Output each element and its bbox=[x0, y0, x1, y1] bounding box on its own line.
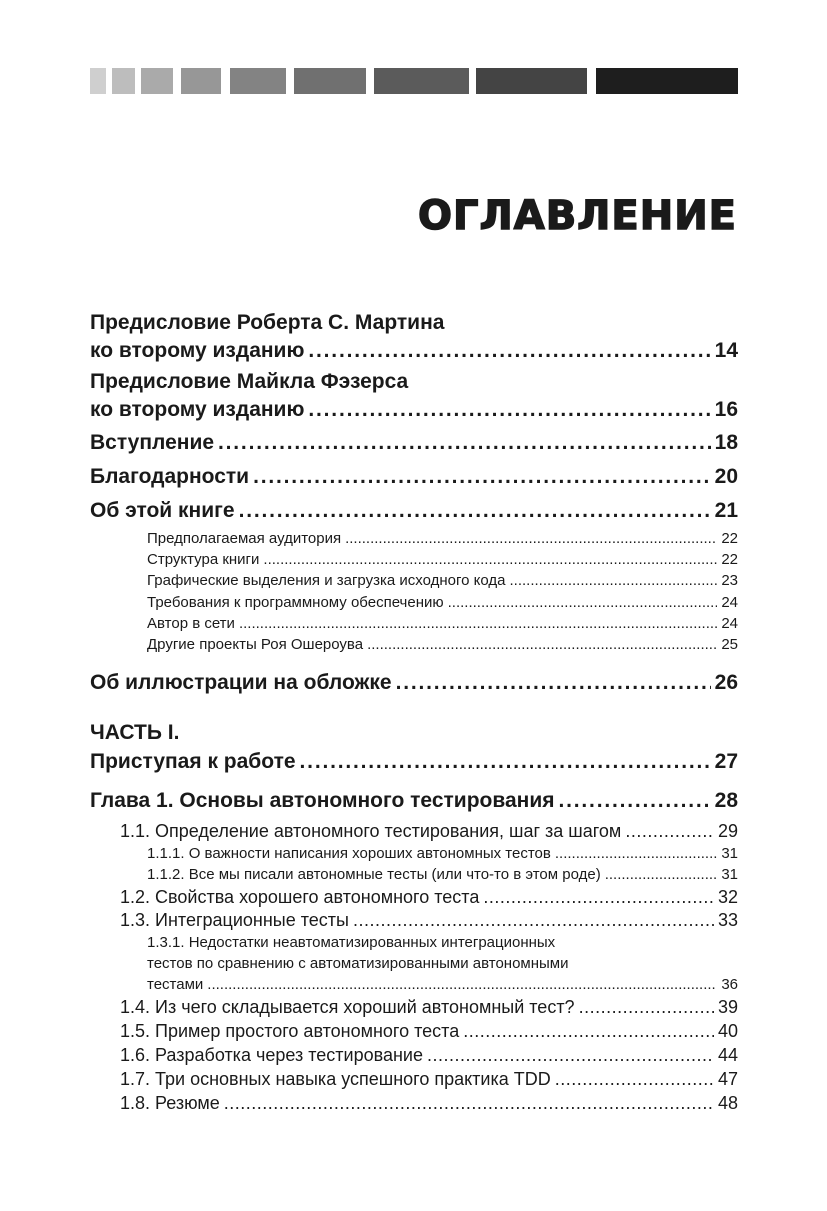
toc-entry-page: 33 bbox=[717, 910, 738, 930]
toc-entry-title: 1.1.1. О важности написания хороших автономных тестов bbox=[147, 845, 551, 862]
header-bar-segment-4 bbox=[181, 68, 221, 94]
leader-dots bbox=[448, 594, 718, 611]
toc-entry-page: 27 bbox=[714, 750, 738, 773]
toc-entry-title: Другие проекты Роя Ошероува bbox=[147, 636, 364, 653]
toc-entry-title: Автор в сети bbox=[147, 615, 235, 632]
toc-entry-page: 32 bbox=[717, 887, 738, 907]
toc-entry-page: 44 bbox=[717, 1045, 738, 1065]
header-bar-segment-6 bbox=[294, 68, 366, 94]
toc-entry-page: 24 bbox=[721, 594, 738, 611]
leader-dots bbox=[308, 339, 710, 363]
toc-subentry[interactable] bbox=[120, 1045, 738, 1066]
toc-entry-page: 16 bbox=[714, 398, 738, 421]
leader-dots bbox=[555, 1069, 714, 1090]
toc-entry-title: 1.1. Определение автономного тестирования, шаг за шагом bbox=[120, 821, 622, 841]
toc-entry-title: 1.1.2. Все мы писали автономные тесты (или что-то в этом роде) bbox=[147, 866, 601, 883]
page-title: ОГЛАВЛЕНИЕ bbox=[418, 193, 737, 239]
leader-dots bbox=[483, 887, 714, 908]
leader-dots bbox=[427, 1045, 714, 1066]
toc-subentry[interactable] bbox=[147, 572, 738, 589]
leader-dots bbox=[509, 572, 717, 589]
leader-dots bbox=[559, 789, 711, 813]
leader-dots bbox=[308, 398, 710, 422]
toc-entry-title: 1.6. Разработка через тестирование bbox=[120, 1045, 423, 1065]
toc-entry-page: 26 bbox=[714, 671, 738, 694]
toc-subentry[interactable] bbox=[120, 821, 738, 842]
part-label: ЧАСТЬ I. bbox=[90, 721, 180, 744]
toc-entry[interactable] bbox=[90, 398, 738, 422]
toc-entry-line: Предисловие Роберта С. Мартина bbox=[90, 311, 445, 334]
header-bar-segment-9 bbox=[596, 68, 738, 94]
toc-entry[interactable] bbox=[90, 750, 738, 774]
toc-entry-title: 1.2. Свойства хорошего автономного теста bbox=[120, 887, 480, 907]
leader-dots bbox=[605, 866, 718, 883]
toc-entry-title: 1.7. Три основных навыка успешного практика TDD bbox=[120, 1069, 551, 1089]
toc-subentry[interactable] bbox=[147, 594, 738, 611]
toc-entry-page: 28 bbox=[714, 789, 738, 812]
leader-dots bbox=[263, 551, 717, 568]
leader-dots bbox=[207, 976, 717, 993]
toc-entry-page: 23 bbox=[721, 572, 738, 589]
toc-entry-page: 40 bbox=[717, 1021, 738, 1041]
toc-entry[interactable] bbox=[90, 465, 738, 489]
toc-entry-title: Требования к программному обеспечению bbox=[147, 594, 444, 611]
toc-entry[interactable] bbox=[90, 499, 738, 523]
toc-subentry[interactable] bbox=[120, 887, 738, 908]
toc-entry-line: 1.3.1. Недостатки неавтоматизированных интеграционных bbox=[147, 934, 556, 951]
toc-entry-title: Вступление bbox=[90, 431, 215, 454]
toc-entry[interactable] bbox=[90, 431, 738, 455]
toc-entry[interactable] bbox=[90, 339, 738, 363]
toc-entry-title: Благодарности bbox=[90, 465, 250, 488]
header-bar-segment-7 bbox=[374, 68, 469, 94]
leader-dots bbox=[345, 530, 717, 547]
toc-subentry[interactable] bbox=[147, 976, 738, 993]
toc-entry-page: 29 bbox=[717, 821, 738, 841]
toc-entry[interactable] bbox=[90, 671, 738, 695]
toc-entry-title: Структура книги bbox=[147, 551, 260, 568]
toc-entry-title: 1.3. Интеграционные тесты bbox=[120, 910, 349, 930]
toc-entry-page: 20 bbox=[714, 465, 738, 488]
toc-entry-title: Глава 1. Основы автономного тестирования bbox=[90, 789, 555, 812]
toc-entry-title: Об иллюстрации на обложке bbox=[90, 671, 392, 694]
toc-entry-title: Предполагаемая аудитория bbox=[147, 530, 342, 547]
toc-entry-title: 1.5. Пример простого автономного теста bbox=[120, 1021, 460, 1041]
header-bar-segment-8 bbox=[476, 68, 587, 94]
leader-dots bbox=[224, 1093, 714, 1114]
toc-entry-page: 22 bbox=[721, 530, 738, 547]
header-bar-segment-3 bbox=[141, 68, 173, 94]
toc-entry-page: 39 bbox=[717, 997, 738, 1017]
toc-subentry[interactable] bbox=[147, 636, 738, 653]
leader-dots bbox=[300, 750, 711, 774]
toc-subentry[interactable] bbox=[147, 530, 738, 547]
toc-entry-title: Об этой книге bbox=[90, 499, 235, 522]
toc-entry-page: 25 bbox=[721, 636, 738, 653]
toc-entry-title: Графические выделения и загрузка исходного кода bbox=[147, 572, 506, 589]
toc-subentry[interactable] bbox=[120, 1093, 738, 1114]
toc-entry-title: ко второму изданию bbox=[90, 398, 305, 421]
toc-entry-line: тестов по сравнению с автоматизированными автономными bbox=[147, 955, 569, 972]
toc-entry-page: 47 bbox=[717, 1069, 738, 1089]
leader-dots bbox=[253, 465, 711, 489]
leader-dots bbox=[579, 997, 714, 1018]
toc-entry-page: 48 bbox=[717, 1093, 738, 1113]
leader-dots bbox=[239, 615, 717, 632]
toc-entry-page: 36 bbox=[721, 976, 738, 993]
toc-entry-title: 1.4. Из чего складывается хороший автономный тест? bbox=[120, 997, 575, 1017]
leader-dots bbox=[367, 636, 717, 653]
toc-subentry[interactable] bbox=[120, 910, 738, 931]
toc-entry-line: Предисловие Майкла Фэзерса bbox=[90, 370, 409, 393]
toc-entry[interactable] bbox=[90, 789, 738, 813]
toc-subentry[interactable] bbox=[147, 615, 738, 632]
toc-entry-title: Приступая к работе bbox=[90, 750, 296, 773]
toc-subentry[interactable] bbox=[147, 551, 738, 568]
toc-subentry[interactable] bbox=[147, 845, 738, 862]
toc-entry-page: 24 bbox=[721, 615, 738, 632]
leader-dots bbox=[353, 910, 714, 931]
toc-entry-page: 31 bbox=[721, 866, 738, 883]
header-bar-segment-2 bbox=[112, 68, 135, 94]
toc-entry-page: 31 bbox=[721, 845, 738, 862]
leader-dots bbox=[396, 671, 711, 695]
header-bar-segment-5 bbox=[230, 68, 286, 94]
toc-entry-page: 18 bbox=[714, 431, 738, 454]
toc-subentry[interactable] bbox=[120, 1069, 738, 1090]
header-bar-segment-1 bbox=[90, 68, 106, 94]
leader-dots bbox=[625, 821, 714, 842]
leader-dots bbox=[555, 845, 717, 862]
leader-dots bbox=[463, 1021, 714, 1042]
toc-entry-page: 22 bbox=[721, 551, 738, 568]
leader-dots bbox=[218, 431, 711, 455]
toc-subentry[interactable] bbox=[120, 997, 738, 1018]
toc-entry-page: 21 bbox=[714, 499, 738, 522]
toc-subentry[interactable] bbox=[147, 866, 738, 883]
toc-entry-title: 1.8. Резюме bbox=[120, 1093, 220, 1113]
toc-entry-title: ко второму изданию bbox=[90, 339, 305, 362]
toc-subentry[interactable] bbox=[120, 1021, 738, 1042]
toc-entry-page: 14 bbox=[714, 339, 738, 362]
toc-entry-title: тестами bbox=[147, 976, 204, 993]
leader-dots bbox=[239, 499, 711, 523]
